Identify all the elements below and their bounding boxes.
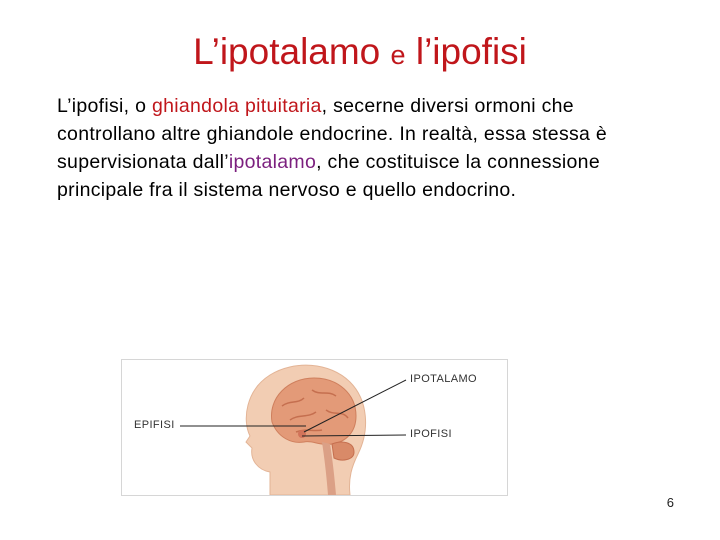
body-text-3: , che costituisce la connessione principale fra il sistema nervoso e quello endocrino.: [57, 151, 600, 201]
cerebellum: [332, 442, 354, 460]
slide-title: [0, 28, 720, 79]
body-text-2: , secerne diversi ormoni che controllano altre ghiandole endocrine. In realtà, essa stessa è supervisionata dall’: [57, 95, 608, 173]
label-ipotalamo: IPOTALAMO: [410, 373, 477, 385]
brain-anatomy-figure: [121, 359, 508, 496]
label-ipofisi: IPOFISI: [410, 428, 452, 440]
title-end: l’ipofisi: [415, 31, 527, 72]
title-conjunction: e: [390, 40, 406, 70]
label-epifisi: EPIFISI: [134, 419, 175, 431]
page-number: 6: [666, 495, 674, 510]
body-text-1: L’ipofisi, o: [57, 95, 152, 117]
body-paragraph: [57, 92, 677, 204]
title-main: L’ipotalamo: [193, 31, 381, 72]
term-ghiandola-pituitaria: ghiandola pituitaria: [151, 95, 322, 117]
term-ipotalamo: ipotalamo: [228, 151, 317, 173]
